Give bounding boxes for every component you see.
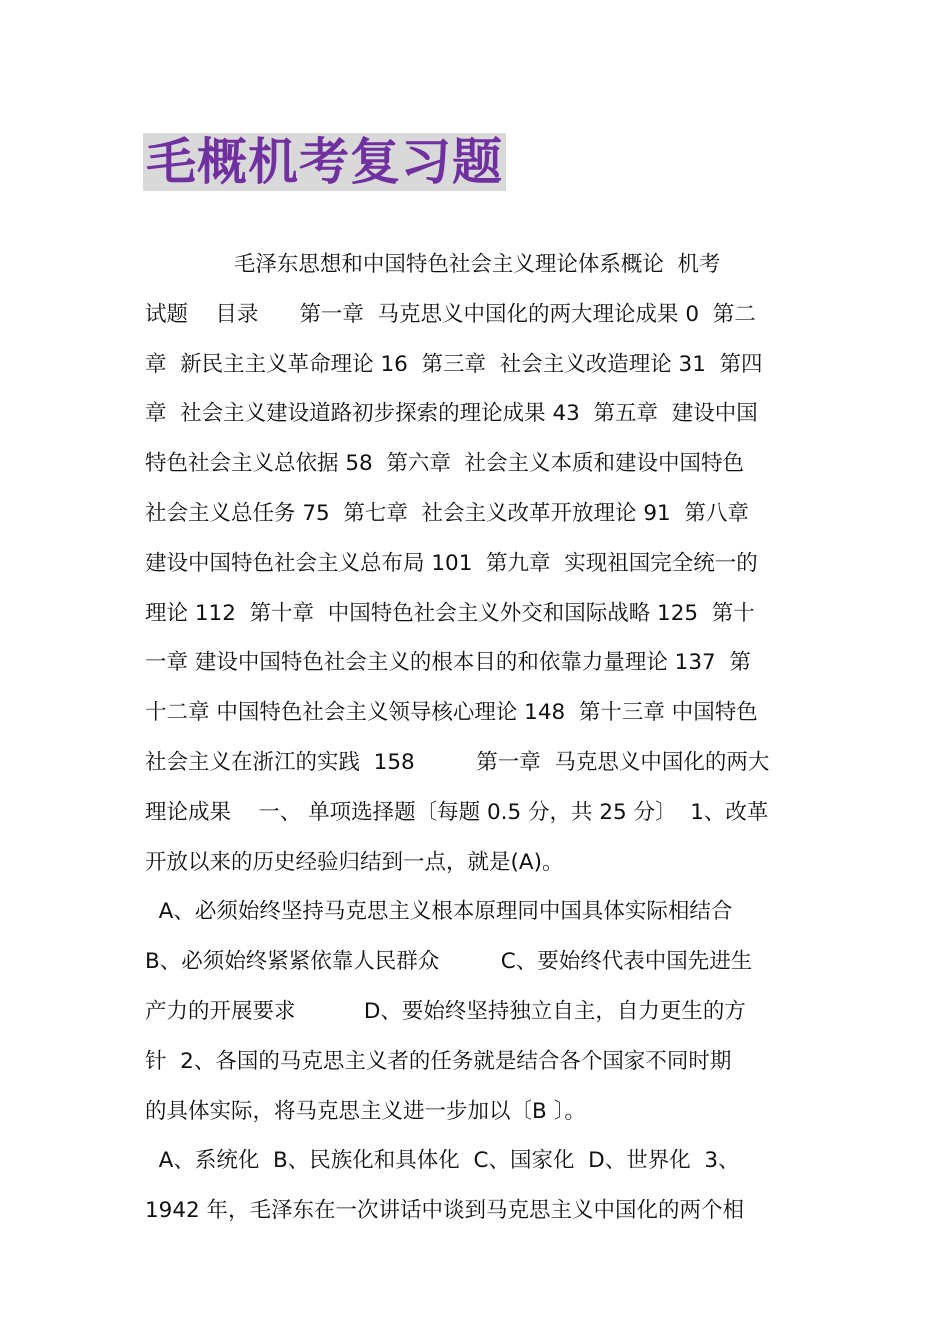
text-line: A、系统化 B、民族化和具体化 C、国家化 D、世界化 3、 — [145, 1148, 740, 1174]
title-highlight — [143, 133, 506, 191]
text-line: 理论成果 一、 单项选择题〔每题 0.5 分，共 25 分〕 1、改革 — [145, 799, 769, 825]
text-line: B、必须始终紧紧依靠人民群众 C、要始终代表中国先进生 — [145, 949, 753, 975]
text-line: 章 社会主义建设道路初步探索的理论成果 43 第五章 建设中国 — [145, 401, 758, 427]
text-line: 建设中国特色社会主义总布局 101 第九章 实现祖国完全统一的 — [145, 550, 758, 576]
text-line: 毛泽东思想和中国特色社会主义理论体系概论 机考 — [145, 252, 721, 277]
text-line: 十二章 中国特色社会主义领导核心理论 148 第十三章 中国特色 — [145, 700, 758, 726]
text-line: 的具体实际，将马克思主义进一步加以〔B 〕。 — [145, 1098, 586, 1124]
text-line: 一章 建设中国特色社会主义的根本目的和依靠力量理论 137 第 — [145, 650, 751, 676]
text-line: 针 2、各国的马克思主义者的任务就是结合各个国家不同时期 — [145, 1048, 732, 1074]
text-line: A、必须始终坚持马克思主义根本原理同中国具体实际相结合 — [145, 899, 733, 925]
text-line: 1942 年，毛泽东在一次讲话中谈到马克思主义中国化的两个相 — [145, 1198, 745, 1224]
text-line: 产力的开展要求 D、要始终坚持独立自主，自力更生的方 — [145, 998, 746, 1024]
text-line: 社会主义在浙江的实践 158 第一章 马克思义中国化的两大 — [145, 749, 770, 775]
text-line: 特色社会主义总依据 58 第六章 社会主义本质和建设中国特色 — [145, 451, 745, 477]
text-line: 试题 目录 第一章 马克思义中国化的两大理论成果 0 第二 — [145, 301, 756, 327]
text-line: 开放以来的历史经验归结到一点，就是(A)。 — [145, 849, 564, 875]
document-body — [145, 240, 807, 1236]
text-line: 理论 112 第十章 中国特色社会主义外交和国际战略 125 第十 — [145, 600, 755, 626]
text-line: 社会主义总任务 75 第七章 社会主义改革开放理论 91 第八章 — [145, 500, 749, 526]
text-line: 章 新民主主义革命理论 16 第三章 社会主义改造理论 31 第四 — [145, 351, 763, 377]
document-title: 毛概机考复习题 — [146, 133, 503, 191]
